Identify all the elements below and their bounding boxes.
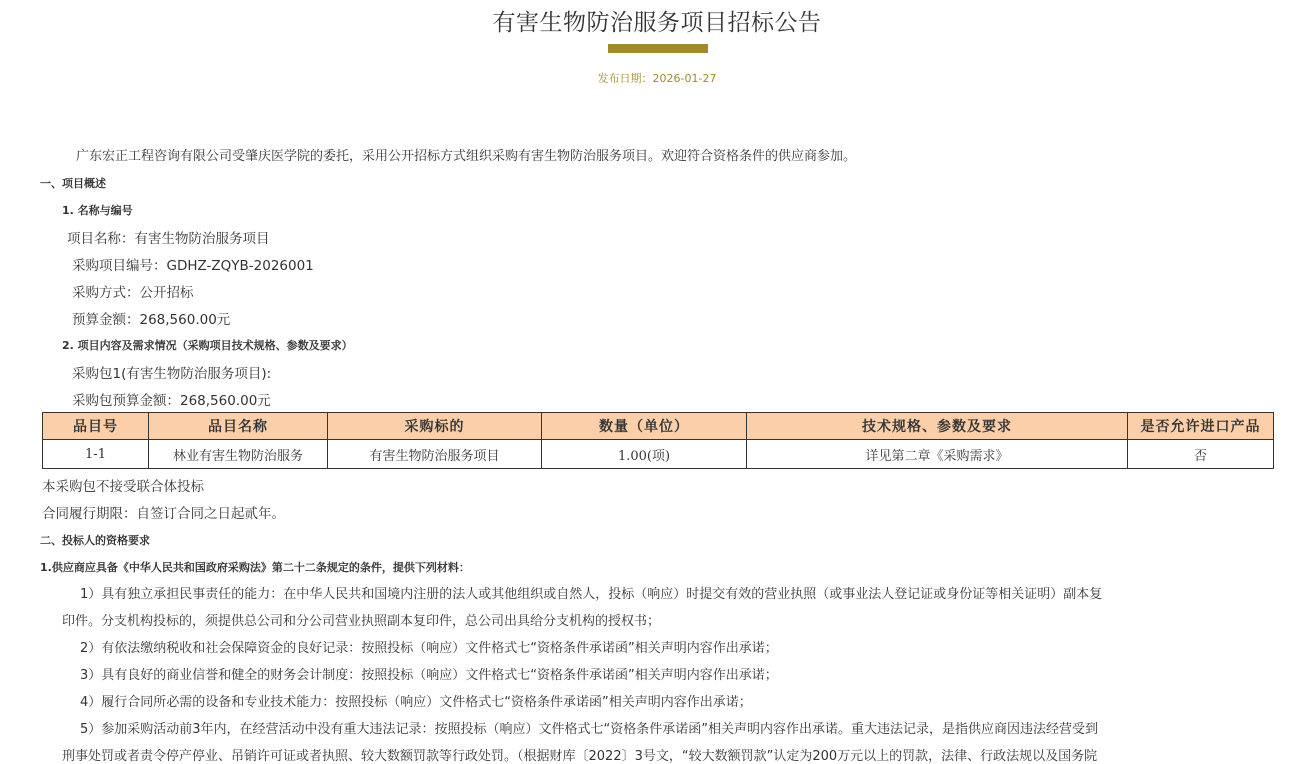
col-header-item-name: 品目名称 [149, 413, 328, 440]
col-header-subject: 采购标的 [328, 413, 542, 440]
package-budget: 采购包预算金额：268,560.00元 [72, 393, 271, 409]
procurement-method: 采购方式：公开招标 [72, 285, 194, 301]
items-table [42, 412, 1274, 469]
subsection-content: 2. 项目内容及需求情况（采购项目技术规格、参数及要求） [62, 339, 353, 352]
cell-subject: 有害生物防治服务项目 [328, 440, 542, 469]
cell-item-no: 1-1 [43, 440, 149, 469]
contract-period: 合同履行期限：自签订合同之日起贰年。 [42, 506, 285, 522]
cell-quantity: 1.00(项) [542, 440, 747, 469]
budget-amount: 预算金额：268,560.00元 [72, 312, 231, 328]
requirement-2: 2）有依法缴纳税收和社会保障资金的良好记录：按照投标（响应）文件格式七“资格条件承诺函”相关声明内容作出承诺； [80, 641, 778, 656]
intro-paragraph: 广东宏正工程咨询有限公司受肇庆医学院的委托，采用公开招标方式组织采购有害生物防治服务项目。欢迎符合资格条件的供应商参加。 [76, 149, 857, 164]
col-header-specs: 技术规格、参数及要求 [747, 413, 1128, 440]
project-code: 采购项目编号：GDHZ-ZQYB-2026001 [72, 258, 314, 274]
table-row [43, 440, 1274, 469]
joint-bid-note: 本采购包不接受联合体投标 [42, 479, 204, 495]
cell-import: 否 [1128, 440, 1274, 469]
package-label: 采购包1(有害生物防治服务项目): [72, 366, 272, 382]
requirement-1-cont: 印件。分支机构投标的，须提供总公司和分公司营业执照副本复印件，总公司出具给分支机构的授权书； [62, 614, 661, 629]
col-header-quantity: 数量（单位） [542, 413, 747, 440]
project-name: 项目名称：有害生物防治服务项目 [67, 231, 270, 247]
section-2-heading: 二、投标人的资格要求 [40, 534, 150, 547]
cell-specs: 详见第二章《采购需求》 [747, 440, 1128, 469]
publish-date: 发布日期：2026-01-27 [597, 72, 717, 85]
title-underline-bar [608, 44, 708, 53]
subsection-name-code: 1. 名称与编号 [62, 204, 133, 217]
requirement-5: 5）参加采购活动前3年内，在经营活动中没有重大违法记录：按照投标（响应）文件格式七“资格条件承诺函”相关声明内容作出承诺。重大违法记录，是指供应商因违法经营受到 [80, 722, 1099, 737]
requirement-5-cont: 刑事处罚或者责令停产停业、吊销许可证或者执照、较大数额罚款等行政处罚。（根据财库〔2022〕3号文，“较大数额罚款”认定为200万元以上的罚款，法律、行政法规以及国务院 [62, 749, 1098, 764]
requirement-3: 3）具有良好的商业信誉和健全的财务会计制度：按照投标（响应）文件格式七“资格条件承诺函”相关声明内容作出承诺； [80, 668, 778, 683]
section-1-heading: 一、项目概述 [40, 177, 106, 190]
table-header-row [43, 413, 1274, 440]
requirement-4: 4）履行合同所必需的设备和专业技术能力：按照投标（响应）文件格式七“资格条件承诺函”相关声明内容作出承诺； [80, 695, 752, 710]
qualification-intro: 1.供应商应具备《中华人民共和国政府采购法》第二十二条规定的条件，提供下列材料： [40, 561, 470, 574]
col-header-import: 是否允许进口产品 [1128, 413, 1274, 440]
requirement-1: 1）具有独立承担民事责任的能力：在中华人民共和国境内注册的法人或其他组织或自然人，投标（响应）时提交有效的营业执照（或事业法人登记证或身份证等相关证明）副本复 [80, 587, 1103, 602]
cell-item-name: 林业有害生物防治服务 [149, 440, 328, 469]
page-title: 有害生物防治服务项目招标公告 [492, 10, 822, 36]
col-header-item-no: 品目号 [43, 413, 149, 440]
